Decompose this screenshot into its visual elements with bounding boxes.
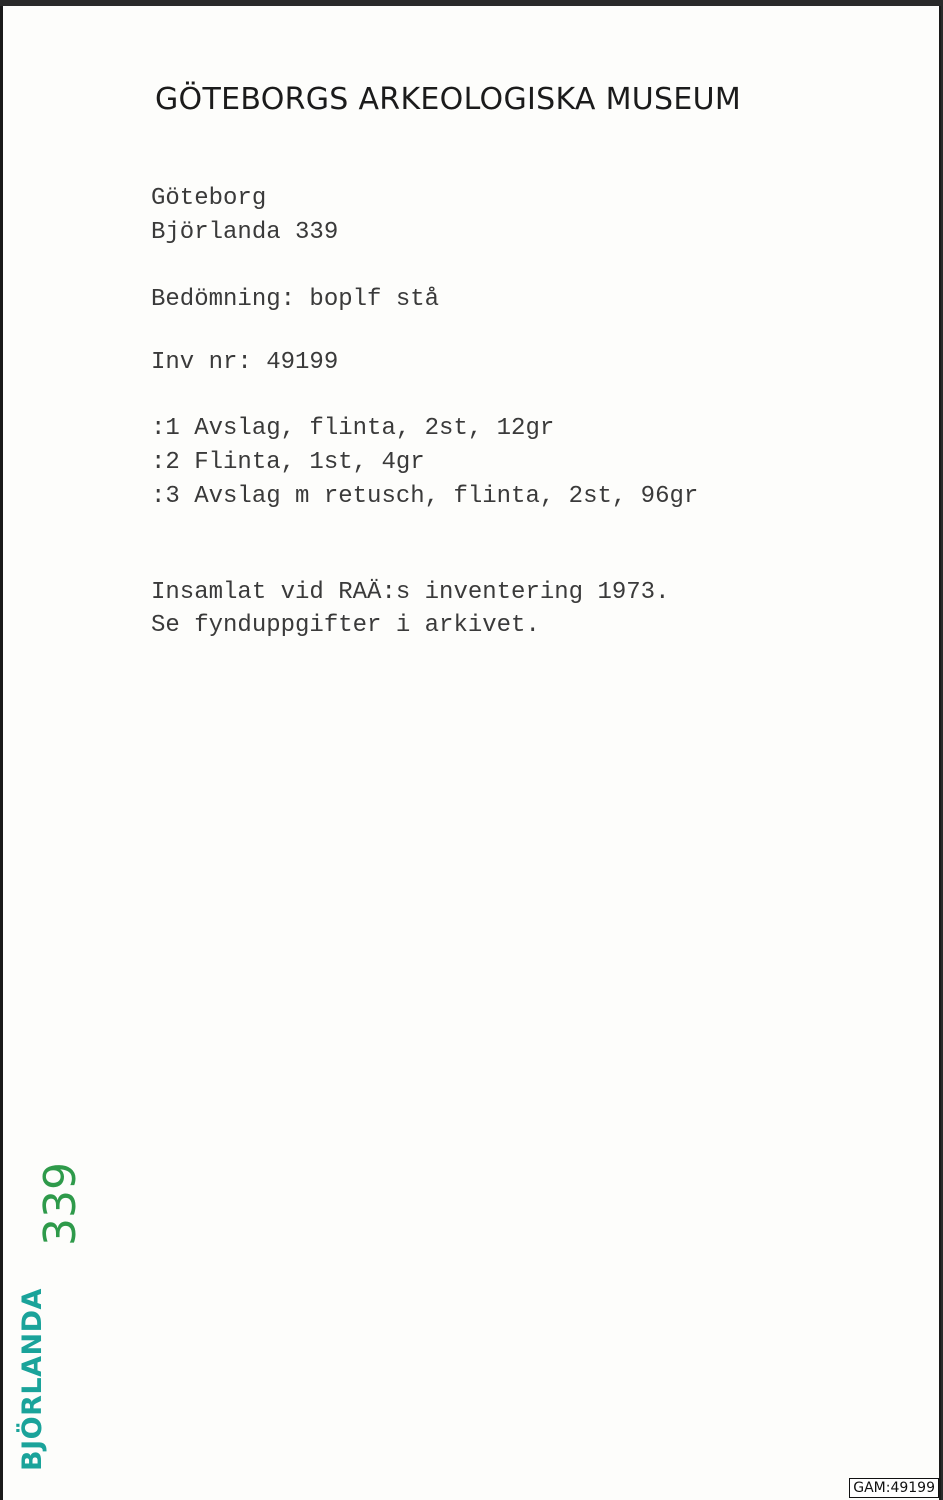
assessment-text: Bedömning: boplf stå xyxy=(151,286,440,313)
note-line: Insamlat vid RAÄ:s inventering 1973. xyxy=(151,579,670,606)
side-site-label: BJÖRLANDA xyxy=(17,1288,48,1471)
find-item: :1 Avslag, flinta, 2st, 12gr xyxy=(151,415,555,442)
place-text: Göteborg xyxy=(151,185,267,212)
side-site-number: 339 xyxy=(35,1162,86,1246)
find-item: :2 Flinta, 1st, 4gr xyxy=(151,449,425,476)
archive-id-stamp: GAM:49199 xyxy=(849,1478,939,1498)
catalog-card xyxy=(0,6,941,1500)
find-item: :3 Avslag m retusch, flinta, 2st, 96gr xyxy=(151,483,699,510)
site-text: Björlanda 339 xyxy=(151,219,339,246)
note-line: Se fynduppgifter i arkivet. xyxy=(151,612,540,639)
museum-header: GÖTEBORGS ARKEOLOGISKA MUSEUM xyxy=(155,82,742,117)
inventory-number: Inv nr: 49199 xyxy=(151,349,339,376)
